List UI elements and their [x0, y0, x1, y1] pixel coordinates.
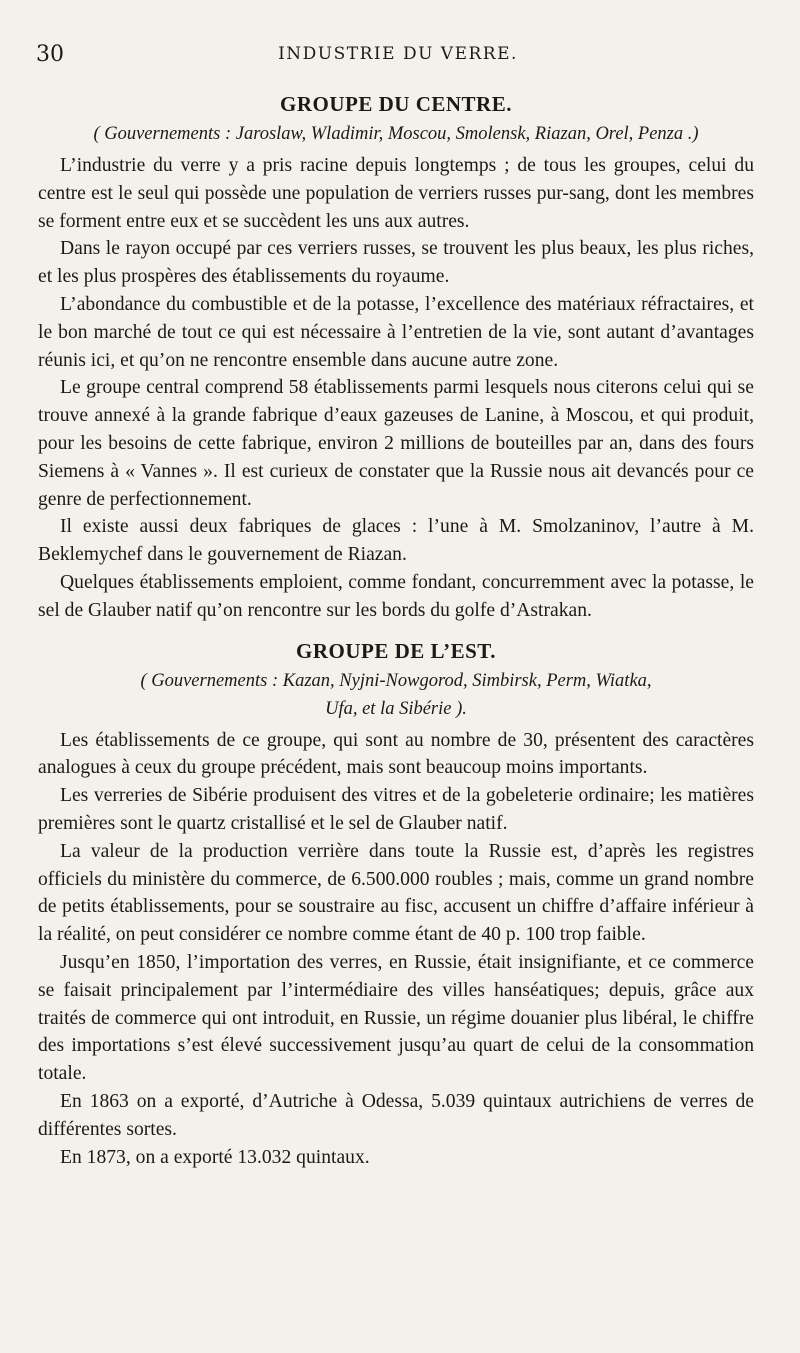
paragraph: L’abondance du combustible et de la potasse, l’excellence des matériaux réfractaires, et le bon marché de tout ce qui est nécessaire à l’entretien de la vie, sont autant d’avantages réunis ici, et qu’on ne rencontre ensemble dans aucune autre zone.: [38, 293, 754, 371]
gouvernements-centre: ( Gouvernements : Jaroslaw, Wladimir, Moscou, Smolensk, Riazan, Orel, Penza .): [93, 124, 699, 144]
paragraph: Il existe aussi deux fabriques de glaces : l’une à M. Smolzaninov, l’autre à M. Beklemychef dans le gouvernement de Riazan.: [38, 516, 754, 566]
paragraph: En 1863 on a exporté, d’Autriche à Odessa, 5.039 quintaux autrichiens de verres de différentes sortes.: [38, 1090, 754, 1140]
gouvernements-est-line1: ( Gouvernements : Kazan, Nyjni-Nowgorod, Simbirsk, Perm, Wiatka,: [140, 670, 652, 691]
paragraph: Jusqu’en 1850, l’importation des verres, en Russie, était insignifiante, et ce commerce se faisait principalement par l’intermédiaire des villes hanséatiques; depuis, grâce aux traités de commerce qui ont introduit, en Russie, un régime douanier plus libéral, le chiffre des importations s’est élevé successivement jusqu’au quart de celui de la consommation totale.: [38, 951, 754, 1085]
section-heading-centre: GROUPE DU CENTRE.: [280, 92, 512, 116]
running-title: INDUSTRIE DU VERRE.: [278, 44, 518, 64]
gouvernements-est-line2: Ufa, et la Sibérie ).: [325, 698, 467, 719]
paragraph: Dans le rayon occupé par ces verriers russes, se trouvent les plus beaux, les plus riches, et les plus prospères des établissements du royaume.: [38, 238, 754, 288]
paragraph: L’industrie du verre y a pris racine depuis longtemps ; de tous les groupes, celui du centre est le seul qui possède une population de verriers russes pur-sang, dont les membres se forment entre eux et se succèdent les uns aux autres.: [38, 155, 754, 232]
section-heading-est: GROUPE DE L’EST.: [296, 638, 496, 663]
paragraph: Les établissements de ce groupe, qui sont au nombre de 30, présentent des caractères analogues à ceux du groupe précédent, mais sont beaucoup moins importants.: [38, 729, 754, 779]
paragraph: La valeur de la production verrière dans toute la Russie est, d’après les registres officiels du ministère du commerce, de 6.500.000 roubles ; mais, comme un grand nombre de petits établissements, pour se soustraire au fisc, accusent un chiffre d’affaire inférieur à la réalité, on peut considérer ce nombre comme étant de 40 p. 100 trop faible.: [38, 840, 754, 946]
page-body: [38, 88, 754, 1171]
page-header: [36, 42, 760, 72]
paragraph: Les verreries de Sibérie produisent des vitres et de la gobeleterie ordinaire; les matières premières sont le quartz cristallisé et le sel de Glauber natif.: [38, 785, 754, 834]
paragraph: Le groupe central comprend 58 établissements parmi lesquels nous citerons celui qui se trouve annexé à la grande fabrique d’eaux gazeuses de Lanine, à Moscou, et qui produit, pour les besoins de cette fabrique, environ 2 millions de bouteilles par an, dans des fours Siemens à « Vannes ». Il est curieux de constater que la Russie nous ait devancés pour ce genre de perfectionnement.: [38, 377, 754, 510]
paragraph: Quelques établissements emploient, comme fondant, concurremment avec la potasse, le sel de Glauber natif qu’on rencontre sur les bords du golfe d’Astrakan.: [38, 571, 754, 621]
page-number: 30: [36, 42, 64, 67]
paragraph: En 1873, on a exporté 13.032 quintaux.: [60, 1146, 370, 1168]
